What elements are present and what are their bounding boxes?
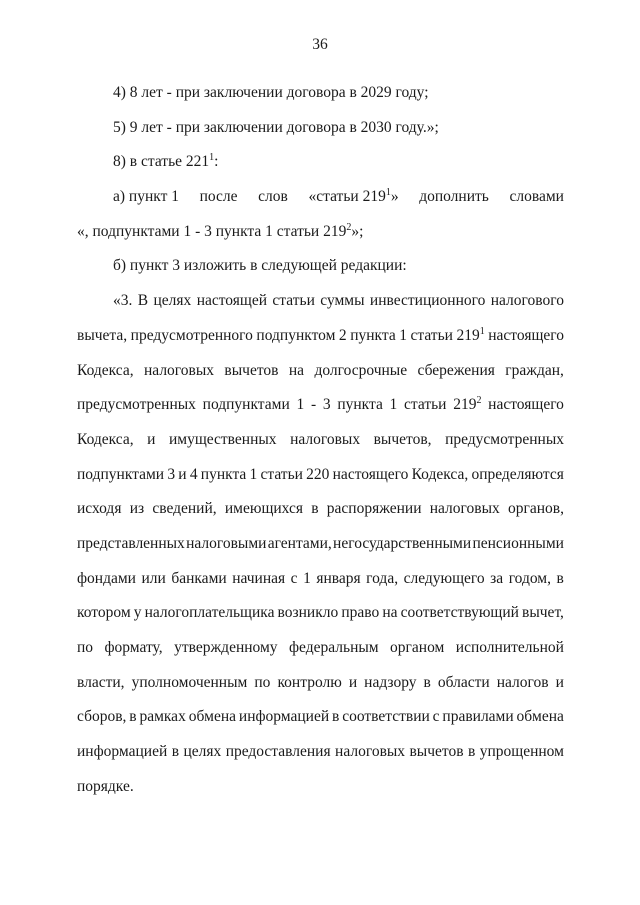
list-item-4: 4) 8 лет - при заключении договора в 2029 году; <box>113 84 429 101</box>
item-8-heading: 8) в статье $221^1$: <box>113 152 219 171</box>
subitem-a-continuation: «, подпунктами 1 - 3 пункта 1 статьи $219^2$»; <box>77 221 364 240</box>
paragraph-3-line-8: представленных налоговыми агентами, негосударственными пенсионными <box>77 534 564 552</box>
paragraph-3-line-13: сборов, в рамках обмена информацией в соответствии с правилами обмена <box>77 708 564 726</box>
subitem-b: б) пункт 3 изложить в следующей редакции: <box>113 257 407 275</box>
list-item-5: 5) 9 лет - при заключении договора в 2030 году.»; <box>113 118 439 136</box>
paragraph-3-line-7: исходя из сведений, имеющихся в распоряжении налоговых органов, <box>77 500 564 518</box>
paragraph-3-line-14: информацией в целях предоставления налоговых вычетов в упрощенном <box>77 743 564 761</box>
paragraph-3-line-9: фондами или банками начиная с 1 января года, следующего за годом, в <box>77 569 564 587</box>
paragraph-3-line-3: Кодекса, налоговых вычетов на долгосрочные сбережения граждан, <box>77 361 564 379</box>
paragraph-3-line-2: вычета, предусмотренного подпунктом 2 пункта 1 статьи $219^1$ настоящего <box>77 325 564 344</box>
subitem-a-line: а) пункт 1 после слов «статьи $219^1$» дополнить словами <box>113 187 564 206</box>
page-number: 36 <box>312 36 328 53</box>
paragraph-3-line-4: предусмотренных подпунктами 1 - 3 пункта 1 статьи $219^2$ настоящего <box>77 395 564 414</box>
paragraph-3-line-5: Кодекса, и имущественных налоговых вычетов, предусмотренных <box>77 430 564 448</box>
paragraph-3-line-12: власти, уполномоченным по контролю и надзору в области налогов и <box>77 673 564 691</box>
paragraph-3-line-1: «3. В целях настоящей статьи суммы инвестиционного налогового <box>113 292 564 310</box>
paragraph-3-line-6: подпунктами 3 и 4 пункта 1 статьи 220 настоящего Кодекса, определяются <box>77 465 564 483</box>
document-body <box>77 76 564 804</box>
paragraph-3-line-11: по формату, утвержденному федеральным органом исполнительной <box>77 639 564 656</box>
paragraph-3-line-10: котором у налогоплательщика возникло право на соответствующий вычет, <box>77 604 564 622</box>
paragraph-3-line-15: порядке. <box>77 777 134 795</box>
